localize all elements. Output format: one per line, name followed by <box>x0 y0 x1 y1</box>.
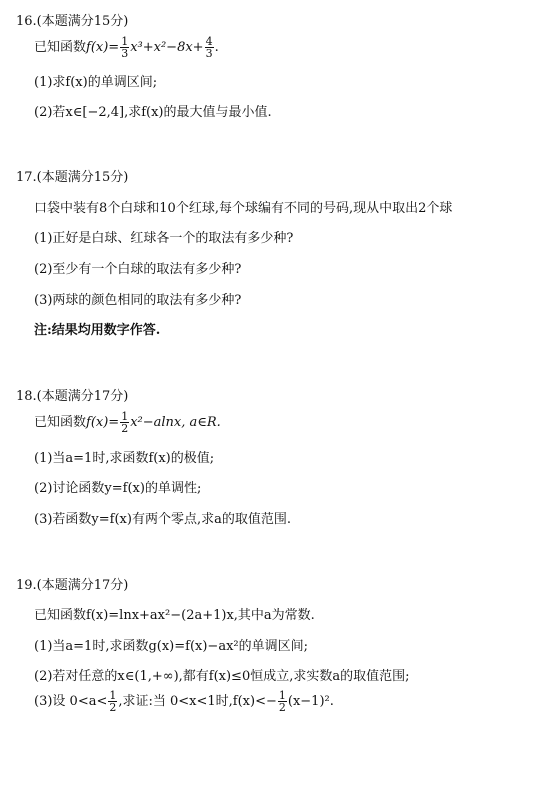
fraction-1-2-b <box>278 690 287 713</box>
fraction-1-2 <box>120 411 129 434</box>
problem-18-header: 18.(本题满分17分) <box>16 389 129 404</box>
frac-den: 2 <box>278 701 286 714</box>
frac-den: 2 <box>121 422 129 435</box>
problem-19-part-2: (2)若对任意的x∈(1,+∞),都有f(x)≤0恒成立,求实数a的取值范围; <box>34 669 410 684</box>
statement-prefix: 已知函数 <box>34 415 87 430</box>
problem-18-part-3: (3)若函数y=f(x)有两个零点,求a的取值范围. <box>34 512 291 527</box>
statement-func: f(x)= <box>86 415 120 430</box>
problem-19-part-1: (1)当a=1时,求函数g(x)=f(x)−ax²的单调区间; <box>34 639 309 654</box>
problem-16-part-2: (2)若x∈[−2,4],求f(x)的最大值与最小值. <box>34 105 272 120</box>
problem-19-header: 19.(本题满分17分) <box>16 578 129 593</box>
problem-17-statement: 口袋中装有8个白球和10个红球,每个球编有不同的号码,现从中取出2个球 <box>34 201 453 216</box>
problem-17-note: 注:结果均用数字作答. <box>34 323 161 338</box>
part-3-suffix: (x−1)². <box>287 694 334 709</box>
part-3-prefix: (3)设 0<a< <box>34 694 108 709</box>
problem-16-statement <box>34 36 219 59</box>
problem-19-part-3 <box>34 690 334 713</box>
part-3-middle: ,求证:当 0<x<1时,f(x)<− <box>118 694 277 709</box>
problem-17-part-2: (2)至少有一个白球的取法有多少种? <box>34 262 242 277</box>
frac-den: 3 <box>205 47 213 60</box>
fraction-1-2-a <box>108 690 117 713</box>
problem-18-statement <box>34 411 221 434</box>
problem-16-header: 16.(本题满分15分) <box>16 14 129 29</box>
problem-17-header: 17.(本题满分15分) <box>16 170 129 185</box>
problem-17-part-1: (1)正好是白球、红球各一个的取法有多少种? <box>34 231 294 246</box>
problem-16-part-1: (1)求f(x)的单调区间; <box>34 75 158 90</box>
frac-den: 3 <box>121 47 129 60</box>
statement-terms: x³+x²−8x+ <box>130 40 204 55</box>
frac-num: 1 <box>278 689 286 702</box>
frac-num: 1 <box>121 410 129 423</box>
frac-num: 1 <box>109 689 117 702</box>
frac-num: 4 <box>205 35 213 48</box>
statement-prefix: 已知函数 <box>34 40 87 55</box>
problem-19-statement: 已知函数f(x)=lnx+ax²−(2a+1)x,其中a为常数. <box>34 608 315 623</box>
statement-terms: x²−alnx, a∈R. <box>130 415 221 430</box>
frac-num: 1 <box>121 35 129 48</box>
problem-17-part-3: (3)两球的颜色相同的取法有多少种? <box>34 293 242 308</box>
statement-period: . <box>214 40 219 55</box>
statement-func: f(x)= <box>86 40 120 55</box>
fraction-1-3 <box>120 36 129 59</box>
fraction-4-3 <box>205 36 214 59</box>
problem-18-part-2: (2)讨论函数y=f(x)的单调性; <box>34 481 202 496</box>
problem-18-part-1: (1)当a=1时,求函数f(x)的极值; <box>34 451 215 466</box>
frac-den: 2 <box>109 701 117 714</box>
